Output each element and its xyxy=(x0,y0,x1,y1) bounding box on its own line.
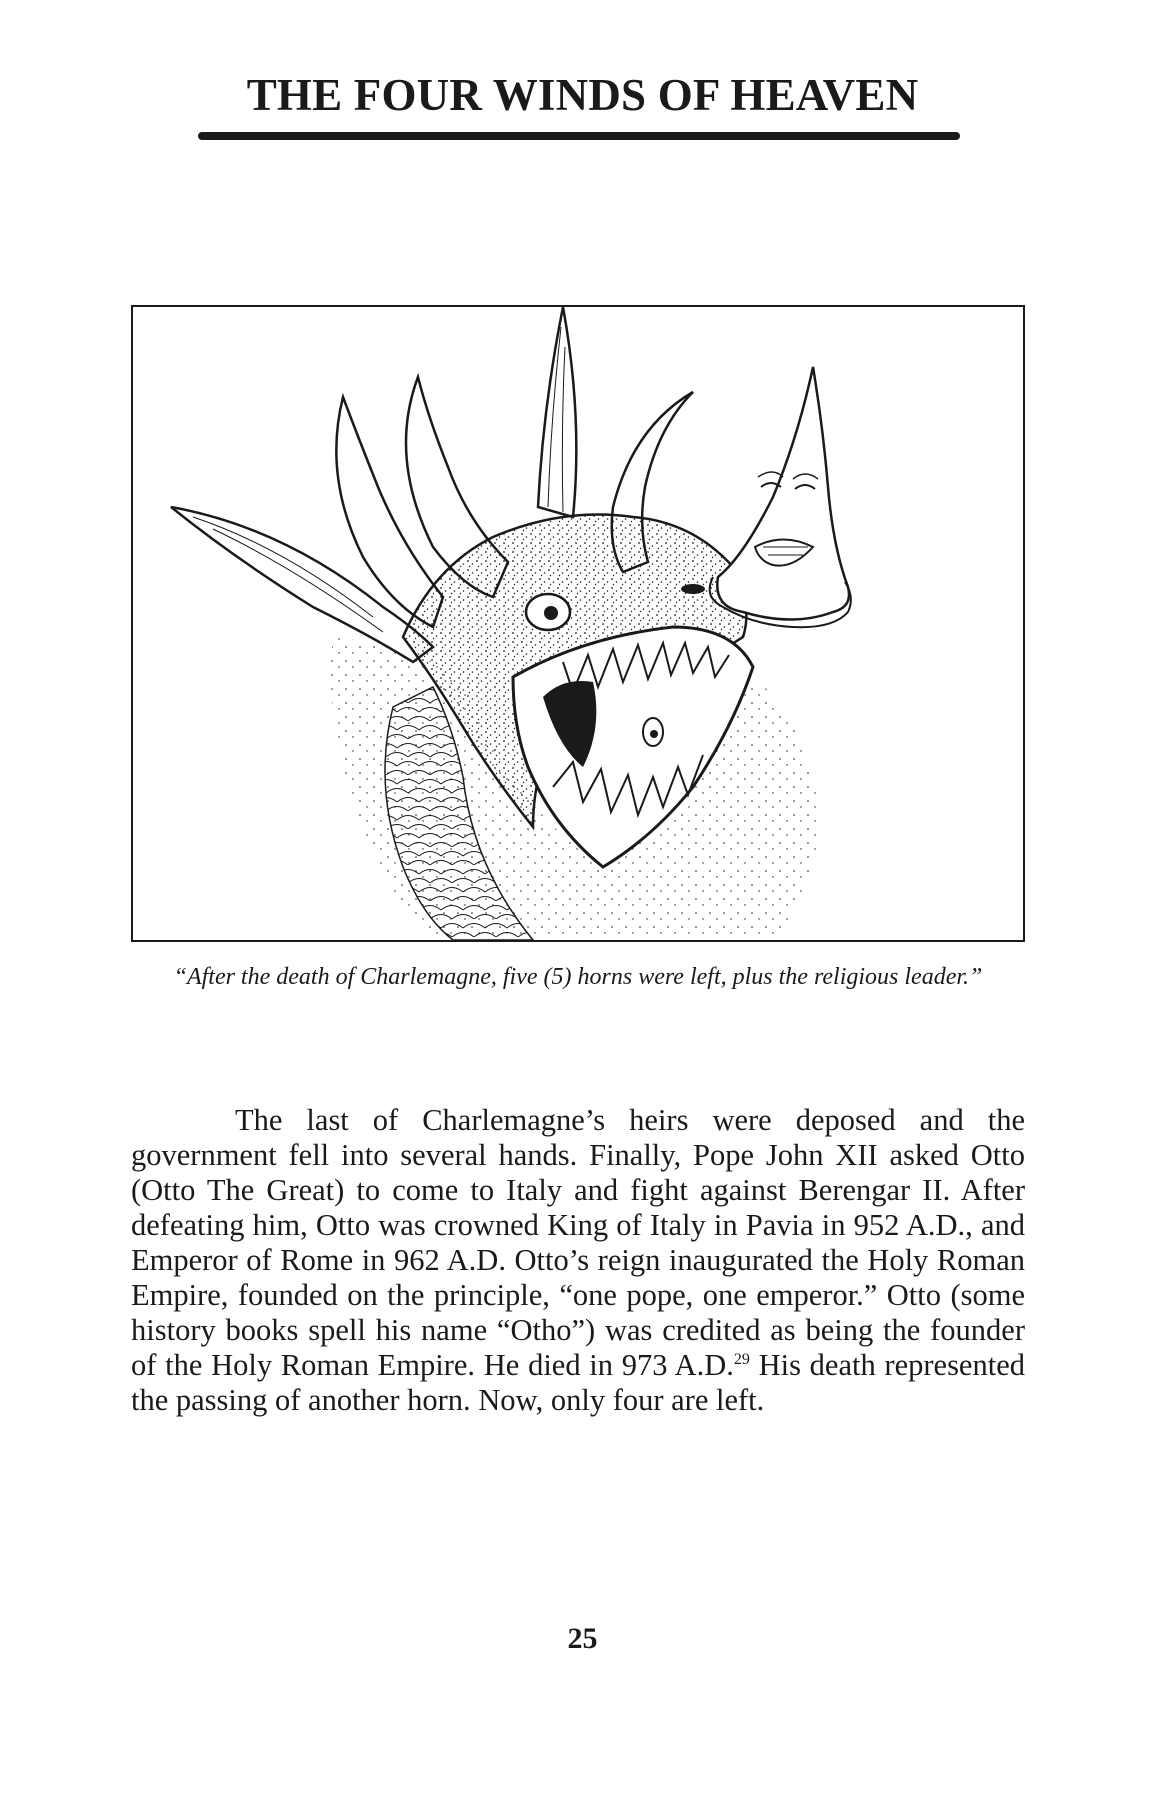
body-paragraph-part1: The last of Charlemagne’s heirs were deposed and the government fell into several hands. Finally, Pope John XII asked Otto (Otto The Great) to come to Italy and fight against Berengar II. After defeating him, Otto was crowned King of Italy in Pavia in 952 A.D., and Emperor of Rome in 962 A.D. Otto’s reign inaugurated the Holy Roman Empire, founded on the principle, “one pope, one emperor.” Otto (some history books spell his name “Otho”) was credited as being the founder of the Holy Roman Empire. He died in 973 A.D. xyxy=(131,1103,1025,1382)
beast-nostril xyxy=(681,584,705,594)
page-number: 25 xyxy=(567,1622,598,1655)
beast-illustration xyxy=(133,307,1023,940)
religious-leader-head xyxy=(717,367,849,620)
figure-caption: “After the death of Charlemagne, five (5) horns were left, plus the religious leader.” xyxy=(173,964,983,990)
header-rule xyxy=(198,132,960,140)
body-paragraph xyxy=(131,1103,1025,1418)
body-paragraph-part2: His death represented the passing of another horn. Now, only four are left. xyxy=(131,1348,1025,1417)
beast-tongue-pupil xyxy=(650,730,658,738)
running-head-title: THE FOUR WINDS OF HEAVEN xyxy=(246,70,919,120)
illustration-frame xyxy=(131,305,1025,942)
horn-center-tall xyxy=(538,307,576,517)
footnote-reference[interactable]: 29 xyxy=(733,1350,750,1368)
beast-pupil xyxy=(544,606,558,620)
